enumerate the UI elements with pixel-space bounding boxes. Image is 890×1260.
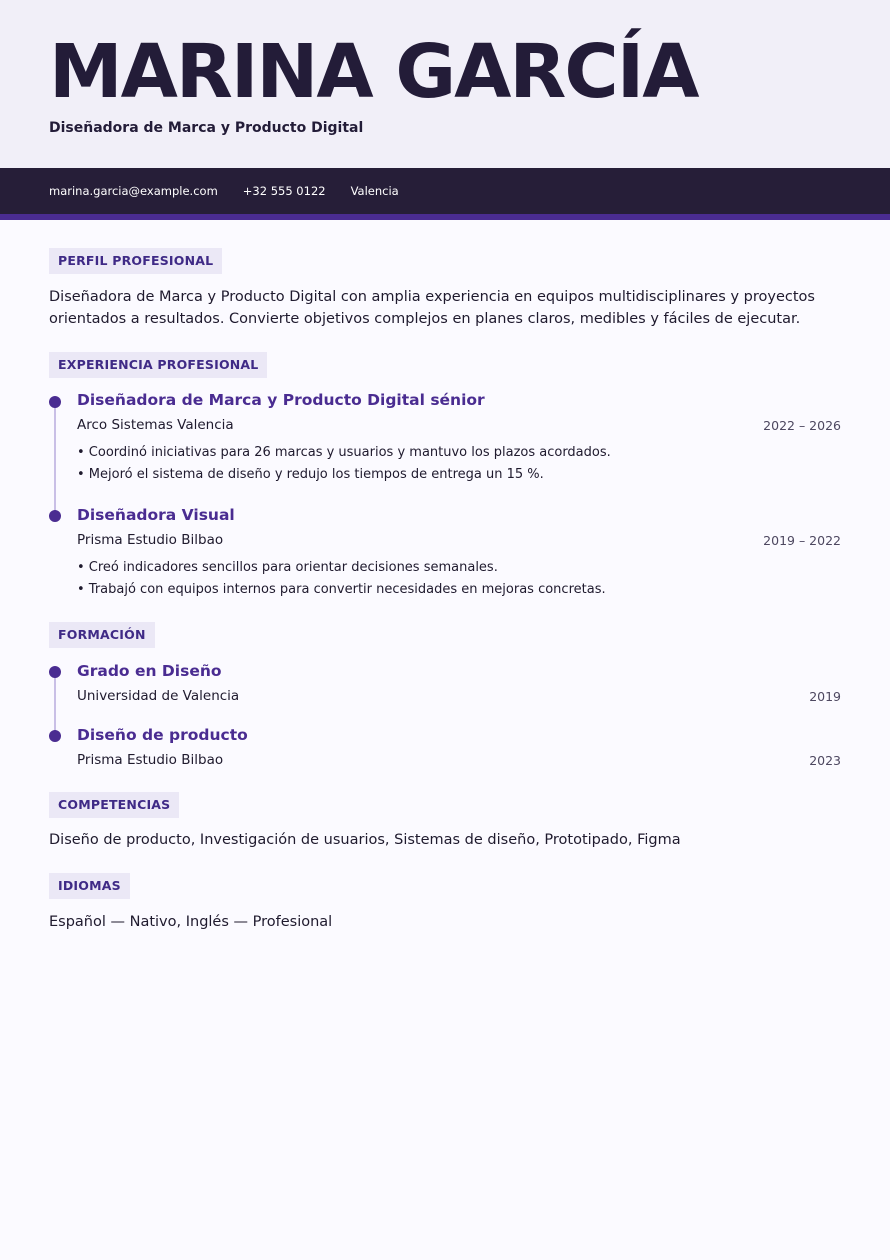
experience-dates: 2019 – 2022 [763,533,841,548]
education-institution: Universidad de Valencia [77,688,240,704]
section-heading-languages: IDIOMAS [49,873,130,899]
experience-timeline-line [54,402,56,516]
contact-bar [0,168,890,214]
experience-bullet: • Trabajó con equipos internos para convertir necesidades en mejoras concretas. [77,582,606,597]
accent-divider [0,214,890,220]
candidate-title: Diseñadora de Marca y Producto Digital [49,120,364,136]
education-year: 2019 [809,689,841,704]
education-institution: Prisma Estudio Bilbao [77,752,224,768]
candidate-name: MARINA GARCÍA [49,29,698,115]
contact-phone[interactable]: +32 555 0122 [242,184,326,198]
education-degree: Grado en Diseño [77,662,222,680]
timeline-dot [49,396,61,408]
experience-company: Arco Sistemas Valencia [77,417,234,433]
education-timeline-line [54,672,56,736]
experience-dates: 2022 – 2026 [763,418,841,433]
section-heading-skills: COMPETENCIAS [49,792,179,818]
education-year: 2023 [809,753,841,768]
timeline-dot [49,730,61,742]
experience-role: Diseñadora Visual [77,506,235,524]
section-heading-education: FORMACIÓN [49,622,155,648]
education-degree: Diseño de producto [77,726,248,744]
experience-company: Prisma Estudio Bilbao [77,532,224,548]
languages-list: Español — Nativo, Inglés — Profesional [49,914,333,930]
timeline-dot [49,510,61,522]
contact-email[interactable]: marina.garcia@example.com [49,184,218,198]
experience-role: Diseñadora de Marca y Producto Digital sénior [77,391,485,409]
section-heading-profile: PERFIL PROFESIONAL [49,248,222,274]
contact-city: Valencia [350,184,399,198]
profile-summary: Diseñadora de Marca y Producto Digital con amplia experiencia en equipos multidisciplinares y proyectos orientados a resultados. Convierte objetivos complejos en planes claros, medibles y fáciles de ejecutar. [49,289,815,327]
experience-bullet: • Mejoró el sistema de diseño y redujo los tiempos de entrega un 15 %. [77,467,544,482]
experience-bullet: • Coordinó iniciativas para 26 marcas y usuarios y mantuvo los plazos acordados. [77,445,611,460]
timeline-dot [49,666,61,678]
experience-bullet: • Creó indicadores sencillos para orientar decisiones semanales. [77,560,498,575]
resume-header [0,0,890,168]
skills-list: Diseño de producto, Investigación de usuarios, Sistemas de diseño, Prototipado, Figma [49,832,681,848]
section-heading-experience: EXPERIENCIA PROFESIONAL [49,352,267,378]
